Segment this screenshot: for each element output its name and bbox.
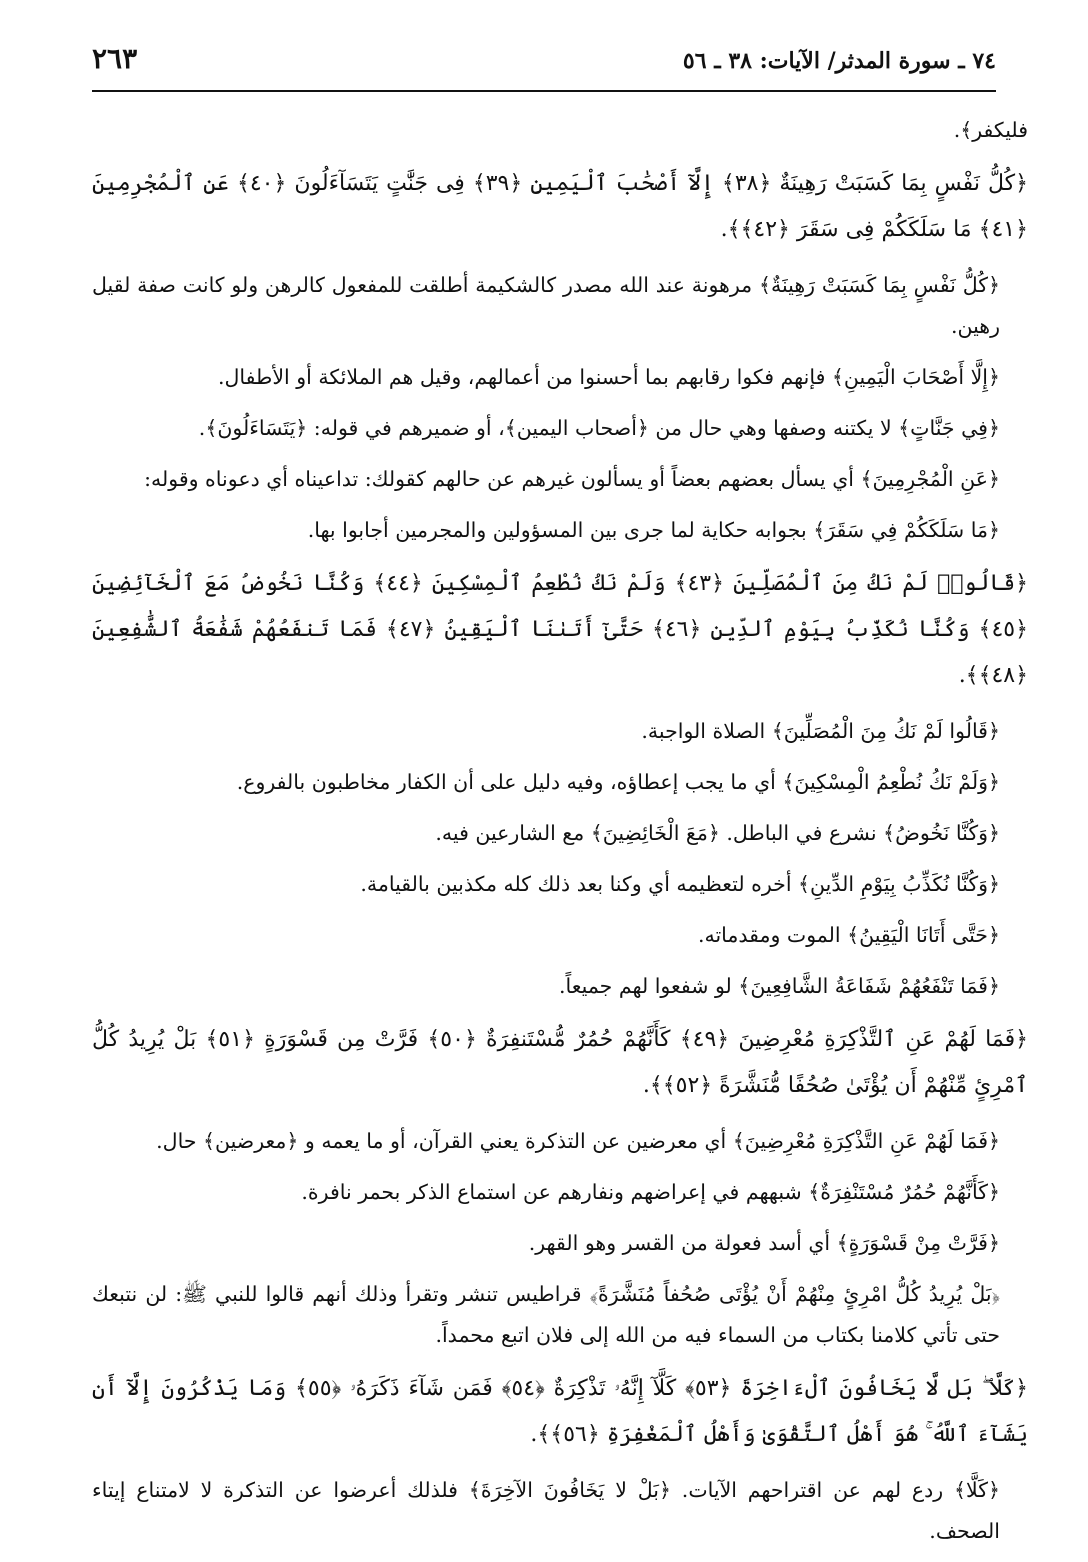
page-body <box>92 110 1028 1562</box>
quran-verse: ﴿فَمَا لَهُمْ عَنِ ٱلتَّذْكِرَةِ مُعْرِضِينَ ﴿٤٩﴾ كَأَنَّهُمْ حُمُرٌ مُّسْتَنفِرَةٌ ﴿٥٠﴾ فَرَّتْ مِن قَسْوَرَةٍ ﴿٥١﴾ بَلْ يُرِيدُ كُلُّ ٱمْرِئٍ مِّنْهُمْ أَن يُؤْتَىٰ صُحُفًا مُّنَشَّرَةً ﴿٥٢﴾﴾. <box>92 1027 1028 1098</box>
commentary-paragraph: ﴿إِلَّا أَصْحَابَ الْيَمِينِ﴾ فإنهم فكوا رقابهم بما أحسنوا من أعمالهم، وقيل هم الملائكة أو الأطفال. <box>217 365 1000 389</box>
commentary-paragraph: ﴿فِي جَنَّاتٍ﴾ لا يكتنه وصفها وهي حال من ﴿أصحاب اليمين﴾، أو ضميرهم في قوله: ﴿يَتَسَاءَلُونَ﴾. <box>198 416 1000 440</box>
commentary-paragraph: ﴿وَكُنَّا نَخُوضُ﴾ نشرع في الباطل. ﴿مَعَ الْخَائِضِينَ﴾ مع الشارعين فيه. <box>435 821 1000 845</box>
commentary-paragraph: ﴿فَرَّتْ مِنْ قَسْوَرَةٍ﴾ أي أسد فعولة من القسر وهو القهر. <box>528 1231 1000 1255</box>
page-header <box>92 38 996 92</box>
commentary-paragraph: ﴿قَالُوا لَمْ نَكُ مِنَ الْمُصَلِّينَ﴾ الصلاة الواجبة. <box>641 719 1000 743</box>
page-number: ٢٦٣ <box>92 42 138 75</box>
commentary-paragraph: ﴿عَنِ الْمُجْرِمِينَ﴾ أي يسأل بعضهم بعضاً أو يسألون غيرهم عن حالهم كقولك: تداعيناه أي دعوناه وقوله: <box>144 467 1000 491</box>
commentary-paragraph: ﴿كُلُّ نَفْسٍ بِمَا كَسَبَتْ رَهِينَةٌ﴾ مرهونة عند الله مصدر كالشكيمة أطلقت للمفعول كالرهن ولو كانت صفة لقيل رهين. <box>92 273 1000 338</box>
commentary-paragraph: ﴿فَمَا لَهُمْ عَنِ التَّذْكِرَةِ مُعْرِضِينَ﴾ أي معرضين عن التذكرة يعني القرآن، أو ما يعمه و ﴿معرضين﴾ حال. <box>156 1129 1000 1153</box>
quran-verse: ﴿قَالُوا۟ لَمْ نَكُ مِنَ ٱلْمُصَلِّينَ ﴿٤٣﴾ وَلَمْ نَكُ نُطْعِمُ ٱلْمِسْكِينَ ﴿٤٤﴾ وَكُنَّا نَخُوضُ مَعَ ٱلْخَآئِضِينَ ﴿٤٥﴾ وَكُنَّا نُكَذِّبُ بِيَوْمِ ٱلدِّينِ ﴿٤٦﴾ حَتَّىٰٓ أَتَىٰنَا ٱلْيَقِينُ ﴿٤٧﴾ فَمَا تَنفَعُهُمْ شَفَٰعَةُ ٱلشَّٰفِعِينَ ﴿٤٨﴾﴾. <box>92 571 1028 688</box>
commentary-paragraph: ﴿حَتَّى أَتَانَا الْيَقِينُ﴾ الموت ومقدماته. <box>697 923 1000 947</box>
quran-verse: ﴿كَلَّا ۖ بَل لَّا يَخَافُونَ ٱلْءَاخِرَةَ ﴿٥٣﴾ كَلَّآ إِنَّهُۥ تَذْكِرَةٌ ﴿٥٤﴾ فَمَن شَآءَ ذَكَرَهُۥ ﴿٥٥﴾ وَمَا يَذْكُرُونَ إِلَّآ أَن يَشَآءَ ٱللَّهُ ۚ هُوَ أَهْلُ ٱلتَّقْوَىٰ وَأَهْلُ ٱلْمَغْفِرَةِ ﴿٥٦﴾﴾. <box>92 1376 1028 1447</box>
commentary-paragraph: ﴿وَلَمْ نَكُ نُطْعِمُ الْمِسْكِينَ﴾ أي ما يجب إعطاؤه، وفيه دليل على أن الكفار مخاطبون بالفروع. <box>236 770 1000 794</box>
quran-verse: ﴿كُلُّ نَفْسٍ بِمَا كَسَبَتْ رَهِينَةٌ ﴿٣٨﴾ إِلَّآ أَصْحَٰبَ ٱلْيَمِينِ ﴿٣٩﴾ فِى جَنَّٰتٍ يَتَسَآءَلُونَ ﴿٤٠﴾ عَنِ ٱلْمُجْرِمِينَ ﴿٤١﴾ مَا سَلَكَكُمْ فِى سَقَرَ ﴿٤٢﴾﴾. <box>92 171 1028 242</box>
commentary-paragraph: ﴿وَكُنَّا نُكَذِّبُ بِيَوْمِ الدِّينِ﴾ أخره لتعظيمه أي وكنا بعد ذلك كله مكذبين بالقيامة. <box>360 872 1000 896</box>
commentary-paragraph: ﴿مَا سَلَكَكُمْ فِي سَقَرَ﴾ بجوابه حكاية لما جرى بين المسؤولين والمجرمين أجابوا بها. <box>307 518 1000 542</box>
commentary-paragraph: ﴿كَأَنَّهُمْ حُمُرٌ مُسْتَنْفِرَةٌ﴾ شبههم في إعراضهم ونفارهم عن استماع الذكر بحمر نافرة. <box>301 1180 1000 1204</box>
text-paragraph: فليكفر﴾. <box>953 118 1028 142</box>
commentary-paragraph: ﴿كَلَّا﴾ ردع لهم عن اقتراحهم الآيات. ﴿بَلْ لا يَخَافُونَ الآخِرَةَ﴾ فلذلك أعرضوا عن التذكرة لا لامتناع إيتاء الصحف. <box>92 1478 1000 1543</box>
commentary-paragraph: ﴿فَمَا تَنْفَعُهُمْ شَفَاعَةُ الشَّافِعِينَ﴾ لو شفعوا لهم جميعاً. <box>558 974 1000 998</box>
commentary-paragraph: ﴿بَلْ يُرِيدُ كُلُّ امْرِئٍ مِنْهُمْ أَنْ يُؤْتَى صُحُفاً مُنَشَّرَةً﴾ قراطيس تنشر وتقرأ وذلك أنهم قالوا للنبي ﷺ: لن نتبعك حتى تأتي كلامنا بكتاب من السماء فيه من الله إلى فلان اتبع محمداً. <box>92 1282 1000 1347</box>
running-title: ٧٤ ـ سورة المدثر/ الآيات: ٣٨ ـ ٥٦ <box>682 48 996 74</box>
